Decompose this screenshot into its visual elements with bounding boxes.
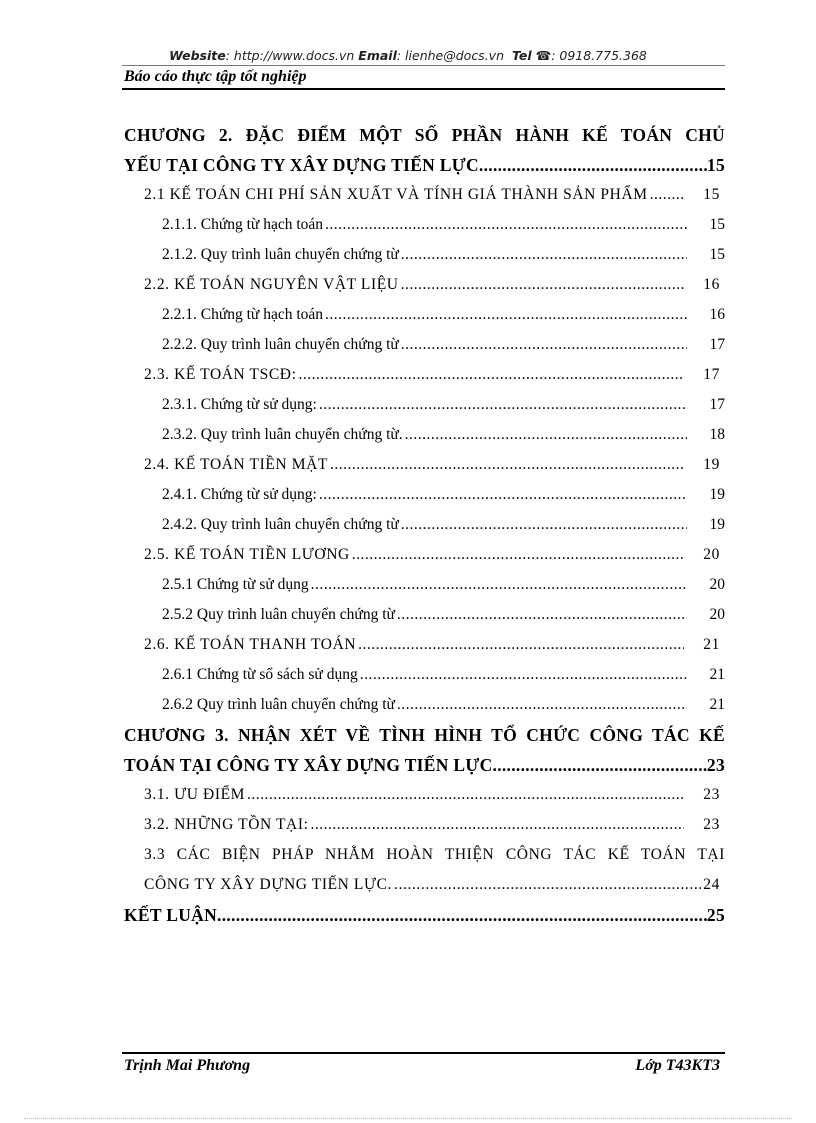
toc-entry[interactable] [124, 180, 725, 210]
tel-number: : 0918.775.368 [551, 48, 647, 63]
toc-entry-label: 2.3. KẾ TOÁN TSCĐ: [144, 366, 297, 383]
chapter-3-entries [124, 780, 725, 840]
toc-conclusion[interactable] [124, 900, 725, 930]
leader-dots [405, 420, 687, 450]
phone-icon: ☎ [535, 48, 552, 63]
toc-entry-page: 21 [709, 666, 725, 683]
toc-entry-page: 23 [703, 816, 720, 833]
toc-entry[interactable] [124, 480, 725, 510]
toc-entry[interactable] [124, 210, 725, 240]
footer-author: Trịnh Mai Phương [124, 1057, 251, 1074]
chapter-2-title-line2: YẾU TẠI CÔNG TY XÂY DỰNG TIẾN LỰC [124, 155, 479, 175]
toc-entry-label: 2.5. KẾ TOÁN TIỀN LƯƠNG [144, 546, 350, 563]
toc-entry-page: 23 [703, 786, 720, 803]
leader-dots [394, 870, 701, 900]
entry-3-3-line1: 3.3 CÁC BIỆN PHÁP NHẰM HOÀN THIỆN CÔNG TÁC KẾ TOÁN TẠI [144, 846, 725, 863]
leader-dots [493, 750, 707, 780]
toc-entry-page: 20 [709, 606, 725, 623]
toc-entry-label: 2.2.2. Quy trình luân chuyển chứng từ [162, 336, 399, 353]
email-label: Email [358, 48, 397, 63]
tel-label: Tel [511, 48, 532, 63]
toc-chapter-2[interactable] [124, 120, 725, 180]
leader-dots [325, 300, 687, 330]
leader-dots [325, 210, 687, 240]
leader-dots [217, 900, 707, 930]
toc-entry[interactable] [124, 630, 725, 660]
toc-entry-label: 2.4.2. Quy trình luân chuyển chứng từ [162, 516, 399, 533]
toc-entry[interactable] [124, 660, 725, 690]
leader-dots [397, 690, 687, 720]
toc-entry-3-3[interactable] [124, 840, 725, 900]
header-divider-thick [122, 88, 725, 90]
toc-entry-label: 2.5.2 Quy trình luân chuyển chứng từ [162, 606, 395, 623]
toc-entry-page: 15 [709, 216, 725, 233]
toc-entry-page: 17 [703, 366, 720, 383]
toc-entry-label: 2.3.2. Quy trình luân chuyển chứng từ. [162, 426, 403, 443]
toc-entry-page: 17 [709, 396, 725, 413]
leader-dots [319, 480, 687, 510]
leader-dots [360, 660, 687, 690]
toc-entry-page: 16 [703, 276, 720, 293]
toc-entry[interactable] [124, 780, 725, 810]
toc-entry-page: 21 [703, 636, 720, 653]
toc-entry-label: 2.1 KẾ TOÁN CHI PHÍ SẢN XUẤT VÀ TÍNH GIÁ THÀNH SẢN PHẨM [144, 186, 648, 203]
toc-entry-page: 16 [709, 306, 725, 323]
leader-dots [358, 630, 684, 660]
toc-entry[interactable] [124, 510, 725, 540]
chapter-3-title-line2: TOÁN TẠI CÔNG TY XÂY DỰNG TIẾN LỰC [124, 755, 493, 775]
leader-dots [401, 510, 687, 540]
toc-entry[interactable] [124, 540, 725, 570]
toc-entry[interactable] [124, 300, 725, 330]
toc-entry[interactable] [124, 810, 725, 840]
toc-entry-label: 2.1.1. Chứng từ hạch toán [162, 216, 324, 233]
toc-entry[interactable] [124, 600, 725, 630]
toc-entry[interactable] [124, 570, 725, 600]
chapter-2-title-line1: CHƯƠNG 2. ĐẶC ĐIỂM MỘT SỐ PHẦN HÀNH KẾ TOÁN CHỦ [124, 125, 725, 145]
toc-entry-label: 2.4. KẾ TOÁN TIỀN MẶT [144, 456, 328, 473]
toc-entry-label: 2.6.1 Chứng từ sổ sách sử dụng [162, 666, 358, 683]
toc-entry-label: 3.1. ƯU ĐIỂM [144, 786, 246, 803]
leader-dots [650, 180, 684, 210]
leader-dots [247, 780, 684, 810]
footer-class: Lớp T43KT3 [635, 1057, 720, 1074]
conclusion-label: KẾT LUẬN [124, 905, 218, 925]
toc-entry[interactable] [124, 390, 725, 420]
page-bottom-border [24, 1118, 792, 1119]
website-header [0, 48, 816, 63]
toc-entry-label: 2.2.1. Chứng từ hạch toán [162, 306, 324, 323]
toc-entry-label: 2.1.2. Quy trình luân chuyển chứng từ [162, 246, 399, 263]
toc-entry-page: 21 [709, 696, 725, 713]
leader-dots [330, 450, 684, 480]
toc-entry[interactable] [124, 240, 725, 270]
leader-dots [319, 390, 687, 420]
toc-entry-label: 2.3.1. Chứng từ sử dụng: [162, 396, 317, 413]
toc-entry-label: 2.5.1 Chứng từ sử dụng [162, 576, 309, 593]
table-of-contents [124, 120, 725, 930]
toc-entry-label: 3.2. NHỮNG TỒN TẠI: [144, 816, 309, 833]
conclusion-page: 25 [706, 905, 725, 925]
toc-entry[interactable] [124, 420, 725, 450]
toc-entry-label: 2.6. KẾ TOÁN THANH TOÁN [144, 636, 357, 653]
leader-dots [401, 270, 684, 300]
footer-divider [122, 1052, 725, 1054]
toc-entry-label: 2.6.2 Quy trình luân chuyển chứng từ [162, 696, 395, 713]
leader-dots [397, 600, 687, 630]
website-label: Website [169, 48, 226, 63]
leader-dots [311, 570, 687, 600]
toc-entry-label: 2.4.1. Chứng từ sử dụng: [162, 486, 317, 503]
leader-dots [479, 150, 707, 180]
toc-entry[interactable] [124, 360, 725, 390]
website-url[interactable]: : http://www.docs.vn [225, 48, 355, 63]
entry-3-3-page: 24 [703, 876, 720, 893]
toc-entry-page: 15 [709, 246, 725, 263]
entry-3-3-line2: CÔNG TY XÂY DỰNG TIẾN LỰC. [144, 876, 393, 893]
toc-entry-page: 20 [703, 546, 720, 563]
leader-dots [401, 330, 687, 360]
toc-entry-page: 17 [709, 336, 725, 353]
toc-entry[interactable] [124, 270, 725, 300]
leader-dots [352, 540, 684, 570]
toc-entry-page: 19 [709, 486, 725, 503]
toc-entry[interactable] [124, 330, 725, 360]
chapter-2-entries [124, 180, 725, 720]
toc-entry-page: 18 [709, 426, 725, 443]
chapter-2-page: 15 [706, 155, 725, 175]
toc-chapter-3[interactable] [124, 720, 725, 780]
report-title: Báo cáo thực tập tốt nghiệp [124, 68, 307, 85]
toc-entry-page: 19 [709, 516, 725, 533]
toc-entry[interactable] [124, 450, 725, 480]
toc-entry-page: 15 [703, 186, 720, 203]
chapter-3-page: 23 [706, 755, 725, 775]
toc-entry-page: 20 [709, 576, 725, 593]
toc-entry-label: 2.2. KẾ TOÁN NGUYÊN VẬT LIỆU [144, 276, 399, 293]
email-address[interactable]: : lienhe@docs.vn [396, 48, 504, 63]
chapter-3-title-line1: CHƯƠNG 3. NHẬN XÉT VỀ TÌNH HÌNH TỔ CHỨC CÔNG TÁC KẾ [124, 725, 725, 745]
leader-dots [401, 240, 687, 270]
toc-entry-page: 19 [703, 456, 720, 473]
leader-dots [311, 810, 684, 840]
toc-entry[interactable] [124, 690, 725, 720]
header-divider-thin [122, 65, 725, 66]
leader-dots [298, 360, 684, 390]
